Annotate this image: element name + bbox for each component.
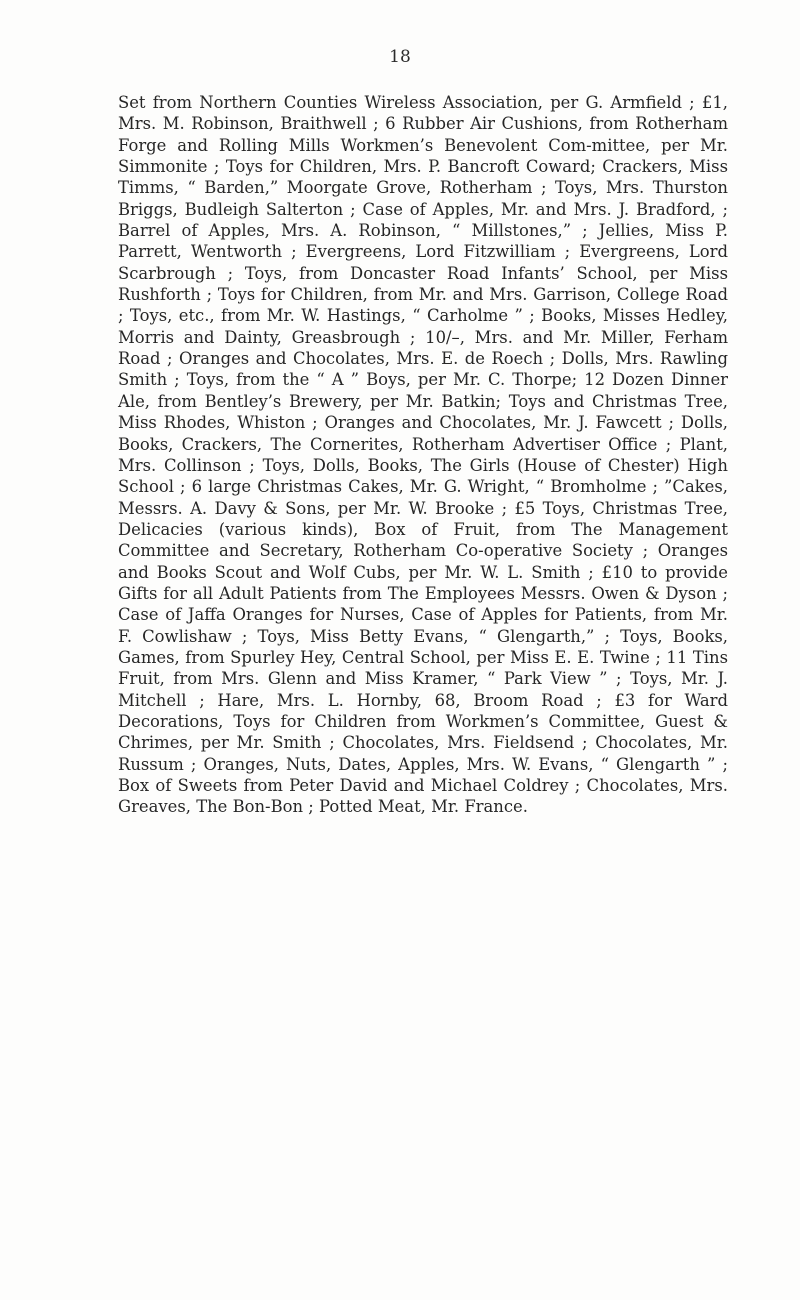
donations-paragraph: Set from Northern Counties Wireless Association, per G. Armfield ; £1, Mrs. M. Robinson, Braithwell ; 6 Rubber Air Cushions, from Rotherham Forge and Rolling Mills Workmen’s Benevolent Com-mittee, per Mr. Simmonite ; Toys for Children, Mrs. P. Bancroft Coward; Crackers, Miss Timms, “ Barden,” Moorgate Grove, Rotherham ; Toys, Mrs. Thurston Briggs, Budleigh Salterton ; Case of Apples, Mr. and Mrs. J. Bradford, ; Barrel of Apples, Mrs. A. Robinson, “ Millstones,” ; Jellies, Miss P. Parrett, Wentworth ; Evergreens, Lord Fitzwilliam ; Evergreens, Lord Scarbrough ; Toys, from Doncaster Road Infants’ School, per Miss Rushforth ; Toys for Children, from Mr. and Mrs. Garrison, College Road ; Toys, etc., from Mr. W. Hastings, “ Carholme ” ; Books, Misses Hedley, Morris and Dainty, Greasbrough ; 10/–, Mrs. and Mr. Miller, Ferham Road ; Oranges and Chocolates, Mrs. E. de Roech ; Dolls, Mrs. Rawling Smith ; Toys, from the “ A ” Boys, per Mr. C. Thorpe; 12 Dozen Dinner Ale, from Bentley’s Brewery, per Mr. Batkin; Toys and Christmas Tree, Miss Rhodes, Whiston ; Oranges and Chocolates, Mr. J. Fawcett ; Dolls, Books, Crackers, The Cornerites, Rotherham Advertiser Office ; Plant, Mrs. Collinson ; Toys, Dolls, Books, The Girls (House of Chester) High School ; 6 large Christmas Cakes, Mr. G. Wright, “ Bromholme ; ”Cakes, Messrs. A. Davy & Sons, per Mr. W. Brooke ; £5 Toys, Christmas Tree, Delicacies (various kinds), Box of Fruit, from The Management Committee and Secretary, Rotherham Co-operative Society ; Oranges and Books Scout and Wolf Cubs, per Mr. W. L. Smith ; £10 to provide Gifts for all Adult Patients from The Employees Messrs. Owen & Dyson ; Case of Jaffa Oranges for Nurses, Case of Apples for Patients, from Mr. F. Cowlishaw ; Toys, Miss Betty Evans, “ Glengarth,” ; Toys, Books, Games, from Spurley Hey, Central School, per Miss E. E. Twine ; 11 Tins Fruit, from Mrs. Glenn and Miss Kramer, “ Park View ” ; Toys, Mr. J. Mitchell ; Hare, Mrs. L. Hornby, 68, Broom Road ; £3 for Ward Decorations, Toys for Children from Workmen’s Committee, Guest & Chrimes, per Mr. Smith ; Chocolates, Mrs. Fieldsend ; Chocolates, Mr. Russum ; Oranges, Nuts, Dates, Apples, Mrs. W. Evans, “ Glengarth ” ; Box of Sweets from Peter David and Michael Coldrey ; Chocolates, Mrs. Greaves, The Bon-Bon ; Potted Meat, Mr. France.: [118, 93, 728, 817]
page-number: 18: [389, 47, 411, 67]
